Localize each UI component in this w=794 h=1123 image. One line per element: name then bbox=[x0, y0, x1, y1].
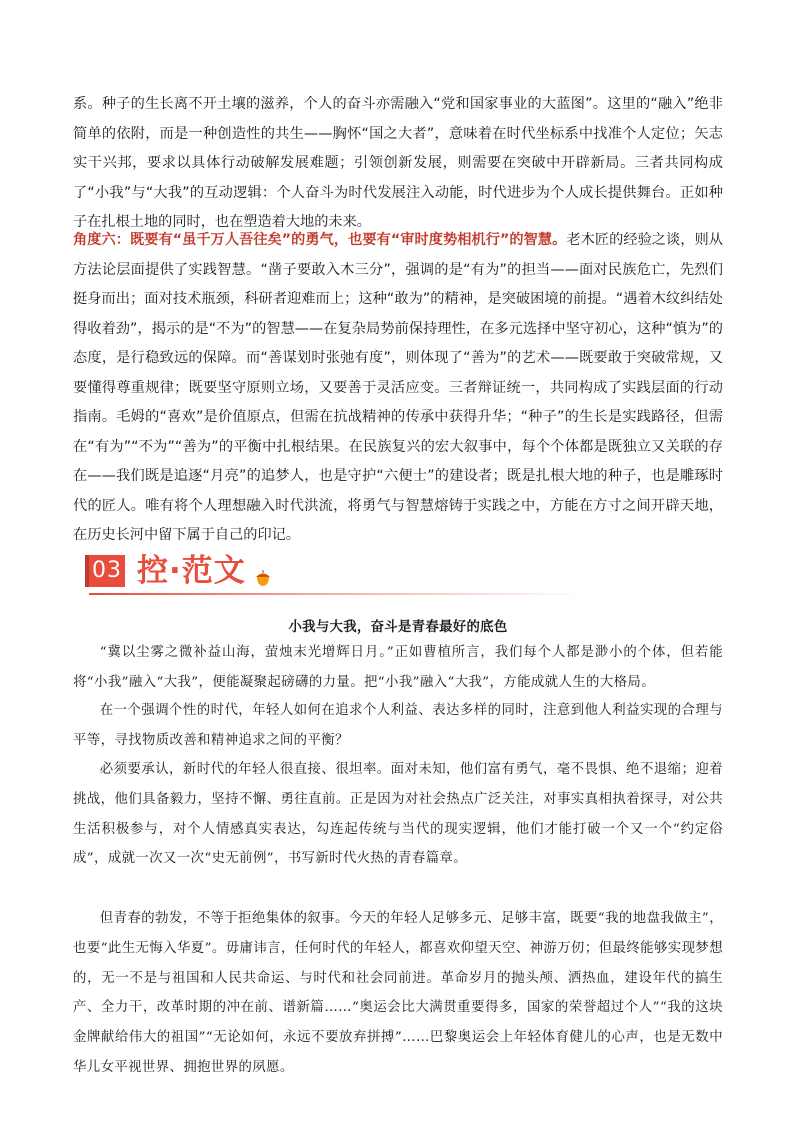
acorn-icon bbox=[253, 569, 273, 587]
section-header bbox=[73, 550, 593, 596]
angle-heading: 角度六：既要有“虽千万人吾往矣”的勇气，也要有“审时度势相机行”的智慧。 bbox=[73, 232, 567, 248]
section-number-badge: 03 bbox=[89, 555, 125, 587]
body-paragraph bbox=[73, 226, 723, 551]
body-paragraph: 系。种子的生长离不开土壤的滋养，个人的奋斗亦需融入“党和国家事业的大蓝图”。这里的“融入”绝非简单的依附，而是一种创造性的共生——胸怀“国之大者”，意味着在时代坐标系中找准个人定位；矢志实干兴邦，要求以具体行动破解发展难题；引领创新发展，则需要在突破中开辟新局。三者共同构成了“小我”与“大我”的互动逻辑：个人奋斗为时代发展注入动能，时代进步为个人成长提供舞台。正如种子在扎根土地的同时，也在塑造着大地的未来。 bbox=[73, 96, 723, 230]
essay-paragraph: 必须要承认，新时代的年轻人很直接、很坦率。面对未知，他们富有勇气，毫不畏惧、绝不退缩；迎着挑战，他们具备毅力，坚持不懈、勇往直前。正是因为对社会热点广泛关注，对事实真相执着探寻，对公共生活积极参与，对个人情感真实表达，勾连起传统与当代的现实逻辑，他们才能打破一个又一个“约定俗成”，成就一次又一次“史无前例”，书写新时代火热的青春篇章。 bbox=[73, 762, 723, 867]
section-title: 控·范文 bbox=[137, 553, 246, 589]
essay-paragraph: 但青春的勃发，不等于拒绝集体的叙事。今天的年轻人足够多元、足够丰富，既要“我的地盘我做主”，也要“此生无悔入华夏”。毋庸讳言，任何时代的年轻人，都喜欢仰望天空、神游万仞；但最终能够实现梦想的，无一不是与祖国和人民共命运、与时代和社会同前进。革命岁月的抛头颅、洒热血，建设年代的搞生产、全力干，改革时期的冲在前、谱新篇……“奥运会比大满贯重要得多，国家的荣誉超过个人”“我的这块金牌献给伟大的祖国”“无论如何，永远不要放弃拼搏”……巴黎奥运会上年轻体育健儿的心声，也是无数中华儿女平视世界、拥抱世界的夙愿。 bbox=[73, 911, 723, 1075]
angle-body: 老木匠的经验之谈，则从方法论层面提供了实践智慧。“凿子要敢入木三分”，强调的是“有为”的担当——面对民族危亡，先烈们挺身而出；面对技术瓶颈，科研者迎难而上；这种“敢为”的精神，是突破困境的前提。“遇着木纹纠结处得收着劲”，揭示的是“不为”的智慧——在复杂局势前保持理性，在多元选择中坚守初心，这种“慎为”的态度，是行稳致远的保障。而“善谋划时张弛有度”，则体现了“善为”的艺术——既要敢于突破常规，又要懂得尊重规律；既要坚守原则立场，又要善于灵活应变。三者辩证统一，共同构成了实践层面的行动指南。毛姆的“喜欢”是价值原点，但需在抗战精神的传承中获得升华；“种子”的生长是实践路径，但需在“有为”“不为”“善为”的平衡中扎根结果。在民族复兴的宏大叙事中，每个个体都是既独立又关联的存在——我们既是追逐“月亮”的追梦人，也是守护“六便士”的建设者；既是扎根大地的种子，也是雕琢时代的匠人。唯有将个人理想融入时代洪流，将勇气与智慧熔铸于实践之中，方能在方寸之间开辟天地，在历史长河中留下属于自己的印记。 bbox=[73, 232, 723, 543]
essay-paragraph: 在一个强调个性的时代，年轻人如何在追求个人利益、表达多样的同时，注意到他人利益实现的合理与平等，寻找物质改善和精神追求之间的平衡？ bbox=[73, 703, 723, 748]
essay-paragraph: “冀以尘雾之微补益山海，萤烛末光增辉日月。”正如曹植所言，我们每个人都是渺小的个体，但若能将“小我”融入“大我”，便能凝聚起磅礴的力量。把“小我”融入“大我”，方能成就人生的大格局。 bbox=[73, 645, 723, 690]
essay-title: 小我与大我，奋斗是青春最好的底色 bbox=[288, 619, 508, 635]
section-underline bbox=[89, 593, 585, 595]
